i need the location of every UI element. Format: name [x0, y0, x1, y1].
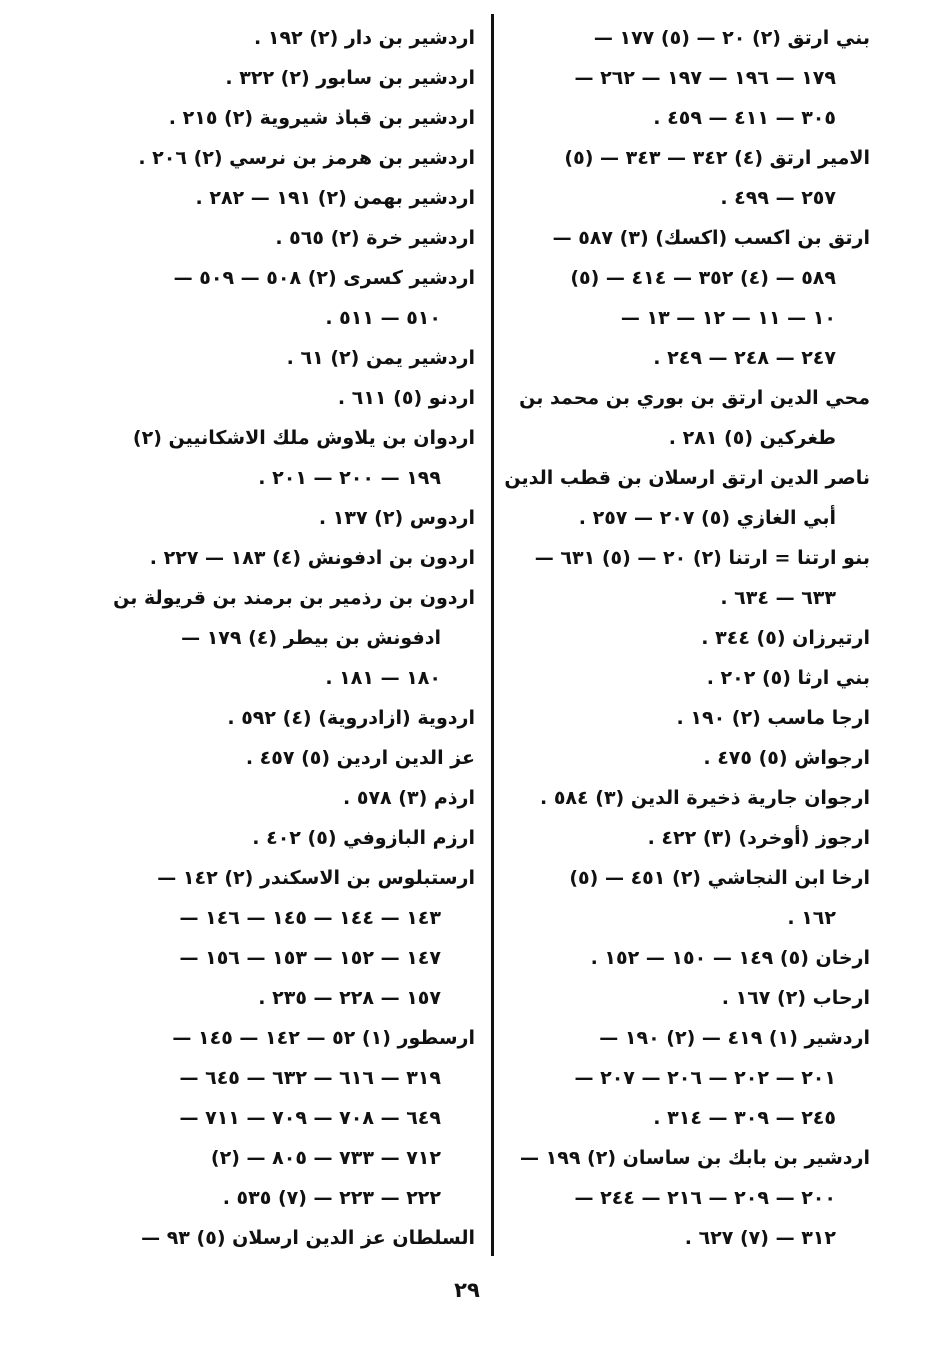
index-entry-line: ارحاب (٢) ١٦٧ . [721, 987, 870, 1009]
index-entry-line: ٢٢٢ — ٢٢٣ — (٧) ٥٣٥ . [222, 1187, 441, 1209]
index-entry-line: ٢٥٧ — ٤٩٩ . [720, 187, 836, 209]
index-entry-line: ٢٠٠ — ٢٠٩ — ٢١٦ — ٢٤٤ — [574, 1187, 836, 1209]
index-entry-line: ارجوان جارية ذخيرة الدين (٣) ٥٨٤ . [539, 787, 870, 809]
index-entry-line: ارستبلوس بن الاسكندر (٢) ١٤٢ — [157, 867, 475, 889]
index-entry-line: ٦٣٣ — ٦٣٤ . [720, 587, 836, 609]
index-entry-line: طغركين (٥) ٢٨١ . [668, 427, 836, 449]
index-entry-line: اردشير بن دار (٢) ١٩٢ . [254, 27, 475, 49]
index-entry-line: ارجواش (٥) ٤٧٥ . [703, 747, 870, 769]
index-entry-line: ارخان (٥) ١٤٩ — ١٥٠ — ١٥٢ . [590, 947, 870, 969]
left-column [110, 18, 475, 1258]
index-entry-line: ١٤٣ — ١٤٤ — ١٤٥ — ١٤٦ — [179, 907, 441, 929]
index-entry-line: ١٦٢ . [787, 907, 836, 929]
index-entry-line: اردنو (٥) ٦١١ . [337, 387, 475, 409]
index-entry-line: اردشير (١) ٤١٩ — (٢) ١٩٠ — [599, 1027, 870, 1049]
index-entry-line: ارزم البازوفي (٥) ٤٠٢ . [252, 827, 475, 849]
index-entry-line: ١٨٠ — ١٨١ . [325, 667, 441, 689]
index-entry-line: اردوس (٢) ١٣٧ . [318, 507, 475, 529]
index-entry-line: اردشير يمن (٢) ٦١ . [286, 347, 475, 369]
right-column [504, 18, 870, 1258]
index-entry-line: اردشير كسرى (٢) ٥٠٨ — ٥٠٩ — [173, 267, 475, 289]
index-entry-line: ٣٠٥ — ٤١١ — ٤٥٩ . [653, 107, 836, 129]
column-divider [491, 14, 494, 1256]
index-entry-line: ٢٤٧ — ٢٤٨ — ٢٤٩ . [653, 347, 836, 369]
index-entry-line: اردشير بهمن (٢) ١٩١ — ٢٨٢ . [195, 187, 475, 209]
index-entry-line: ارسطور (١) ٥٢ — ١٤٢ — ١٤٥ — [172, 1027, 475, 1049]
index-entry-line: ارتيرزان (٥) ٣٤٤ . [701, 627, 870, 649]
index-entry-line: عز الدين اردين (٥) ٤٥٧ . [245, 747, 475, 769]
index-entry-line: ناصر الدين ارتق ارسلان بن قطب الدين [504, 467, 870, 489]
index-entry-line: ١٥٧ — ٢٢٨ — ٢٣٥ . [258, 987, 441, 1009]
index-entry-line: ٥٨٩ — (٤) ٣٥٢ — ٤١٤ — (٥) [570, 267, 836, 289]
index-entry-line: ارخا ابن النجاشي (٢) ٤٥١ — (٥) [569, 867, 870, 889]
index-entry-line: ٦٤٩ — ٧٠٨ — ٧٠٩ — ٧١١ — [179, 1107, 441, 1129]
index-entry-line: أبي الغازي (٥) ٢٠٧ — ٢٥٧ . [578, 507, 836, 529]
index-entry-line: اردشير بن بابك بن ساسان (٢) ١٩٩ — [520, 1147, 870, 1169]
index-entry-line: اردشير بن قباذ شيروية (٢) ٢١٥ . [168, 107, 475, 129]
index-entry-line: ١٠ — ١١ — ١٢ — ١٣ — [620, 307, 836, 329]
index-entry-line: اردون بن ادفونش (٤) ١٨٣ — ٢٢٧ . [149, 547, 475, 569]
index-entry-line: محي الدين ارتق بن بوري بن محمد بن [519, 387, 870, 409]
index-entry-line: ٥١٠ — ٥١١ . [325, 307, 441, 329]
index-entry-line: ١٧٩ — ١٩٦ — ١٩٧ — ٢٦٢ — [574, 67, 836, 89]
index-entry-line: اردشير خرة (٢) ٥٦٥ . [275, 227, 475, 249]
index-entry-line: ٣١٢ — (٧) ٦٢٧ . [684, 1227, 836, 1249]
index-entry-line: ارجوز (أوخرد) (٣) ٤٢٢ . [647, 827, 870, 849]
index-entry-line: ٢٠١ — ٢٠٢ — ٢٠٦ — ٢٠٧ — [574, 1067, 836, 1089]
index-entry-line: الامير ارتق (٤) ٣٤٢ — ٣٤٣ — (٥) [564, 147, 870, 169]
index-entry-line: اردون بن رذمير بن برمند بن قريولة بن [113, 587, 475, 609]
index-entry-line: ٣١٩ — ٦١٦ — ٦٣٢ — ٦٤٥ — [179, 1067, 441, 1089]
index-entry-line: بني ارثا (٥) ٢٠٢ . [706, 667, 870, 689]
page-number: ٢٩ [454, 1278, 480, 1302]
index-entry-line: ارتق بن اكسب (اكسك) (٣) ٥٨٧ — [552, 227, 870, 249]
index-entry-line: ارذم (٣) ٥٧٨ . [343, 787, 475, 809]
index-entry-line: ١٩٩ — ٢٠٠ — ٢٠١ . [258, 467, 441, 489]
index-entry-line: اردوان بن يلاوش ملك الاشكانيين (٢) [132, 427, 475, 449]
index-entry-line: اردوية (ازادروية) (٤) ٥٩٢ . [227, 707, 475, 729]
index-entry-line: ١٤٧ — ١٥٢ — ١٥٣ — ١٥٦ — [179, 947, 441, 969]
index-entry-line: بني ارتق (٢) ٢٠ — (٥) ١٧٧ — [593, 27, 870, 49]
index-entry-line: ادفونش بن بيطر (٤) ١٧٩ — [181, 627, 441, 649]
index-entry-line: بنو ارتنا = ارتنا (٢) ٢٠ — (٥) ٦٣١ — [534, 547, 870, 569]
index-entry-line: اردشير بن هرمز بن نرسي (٢) ٢٠٦ . [138, 147, 475, 169]
index-entry-line: السلطان عز الدين ارسلان (٥) ٩٣ — [141, 1227, 475, 1249]
index-entry-line: ٧١٢ — ٧٣٣ — ٨٠٥ — (٢) [210, 1147, 441, 1169]
index-entry-line: ٢٤٥ — ٣٠٩ — ٣١٤ . [653, 1107, 836, 1129]
index-entry-line: اردشير بن سابور (٢) ٣٢٢ . [225, 67, 475, 89]
index-entry-line: ارجا ماسب (٢) ١٩٠ . [676, 707, 870, 729]
